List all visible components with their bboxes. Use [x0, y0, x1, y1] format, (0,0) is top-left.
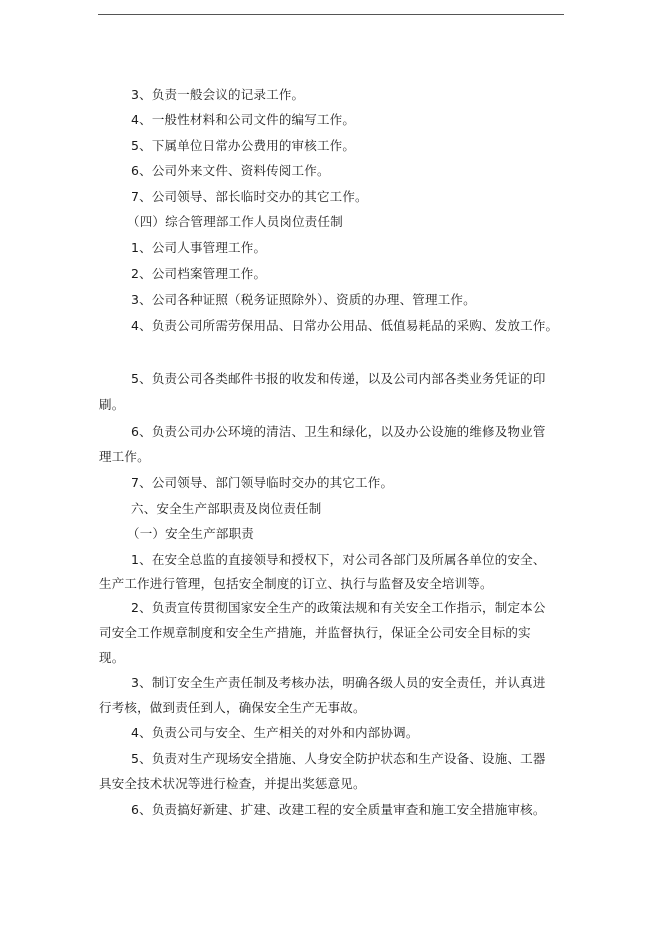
- header-rule: [98, 14, 564, 15]
- text-line-2-regulations-cont2: 现。: [99, 650, 125, 665]
- text-line-6-document-circulation: 6、公司外来文件、资料传阅工作。: [131, 163, 330, 178]
- text-line-3-licenses: 3、公司各种证照（税务证照除外）、资质的办理、管理工作。: [131, 292, 476, 307]
- text-line-1-hr: 1、公司人事管理工作。: [131, 240, 267, 255]
- text-line-4-document-writing: 4、一般性材料和公司文件的编写工作。: [131, 112, 356, 127]
- section-heading-4: （四）综合管理部工作人员岗位责任制: [127, 214, 343, 229]
- text-line-5-inspection-cont: 具安全技术状况等进行检查，并提出奖惩意见。: [99, 776, 366, 791]
- text-line-3-responsibility-cont: 行考核，做到责任到人，确保安全生产无事故。: [99, 700, 366, 715]
- text-line-3-responsibility: 3、制订安全生产责任制及考核办法，明确各级人员的安全责任，并认真进: [131, 675, 546, 690]
- text-line-2-regulations-cont: 司安全工作规章制度和安全生产措施，并监督执行，保证全公司安全目标的实: [99, 625, 531, 640]
- text-line-7-dept-tasks: 7、公司领导、部门领导临时交办的其它工作。: [131, 475, 394, 490]
- text-line-7-other-tasks: 7、公司领导、部长临时交办的其它工作。: [131, 189, 368, 204]
- text-line-6-construction-review: 6、负责搞好新建、扩建、改建工程的安全质量审查和施工安全措施审核。: [131, 802, 546, 817]
- text-line-5-inspection: 5、负责对生产现场安全措施、人身安全防护状态和生产设备、设施、工器: [131, 751, 546, 766]
- text-line-5-mail-cont: 刷。: [99, 397, 125, 412]
- subsection-heading-1: （一）安全生产部职责: [127, 526, 255, 541]
- text-line-3-meeting-records: 3、负责一般会议的记录工作。: [131, 87, 305, 102]
- text-line-1-safety-management: 1、在安全总监的直接领导和授权下，对公司各部门及所属各单位的安全、: [131, 552, 546, 567]
- section-heading-6: 六、安全生产部职责及岗位责任制: [131, 501, 322, 516]
- text-line-4-coordination: 4、负责公司与安全、生产相关的对外和内部协调。: [131, 725, 419, 740]
- text-line-1-safety-management-cont: 生产工作进行管理，包括安全制度的订立、执行与监督及安全培训等。: [99, 576, 493, 591]
- text-line-4-procurement: 4、负责公司所需劳保用品、日常办公用品、低值易耗品的采购、发放工作。: [131, 318, 559, 333]
- text-line-2-archives: 2、公司档案管理工作。: [131, 266, 267, 281]
- text-line-6-environment-cont: 理工作。: [99, 449, 150, 464]
- text-line-5-expense-review: 5、下属单位日常办公费用的审核工作。: [131, 138, 356, 153]
- text-line-2-regulations: 2、负责宣传贯彻国家安全生产的政策法规和有关安全工作指示，制定本公: [131, 600, 546, 615]
- text-line-5-mail: 5、负责公司各类邮件书报的收发和传递，以及公司内部各类业务凭证的印: [131, 371, 546, 386]
- text-line-6-environment: 6、负责公司办公环境的清洁、卫生和绿化，以及办公设施的维修及物业管: [131, 424, 546, 439]
